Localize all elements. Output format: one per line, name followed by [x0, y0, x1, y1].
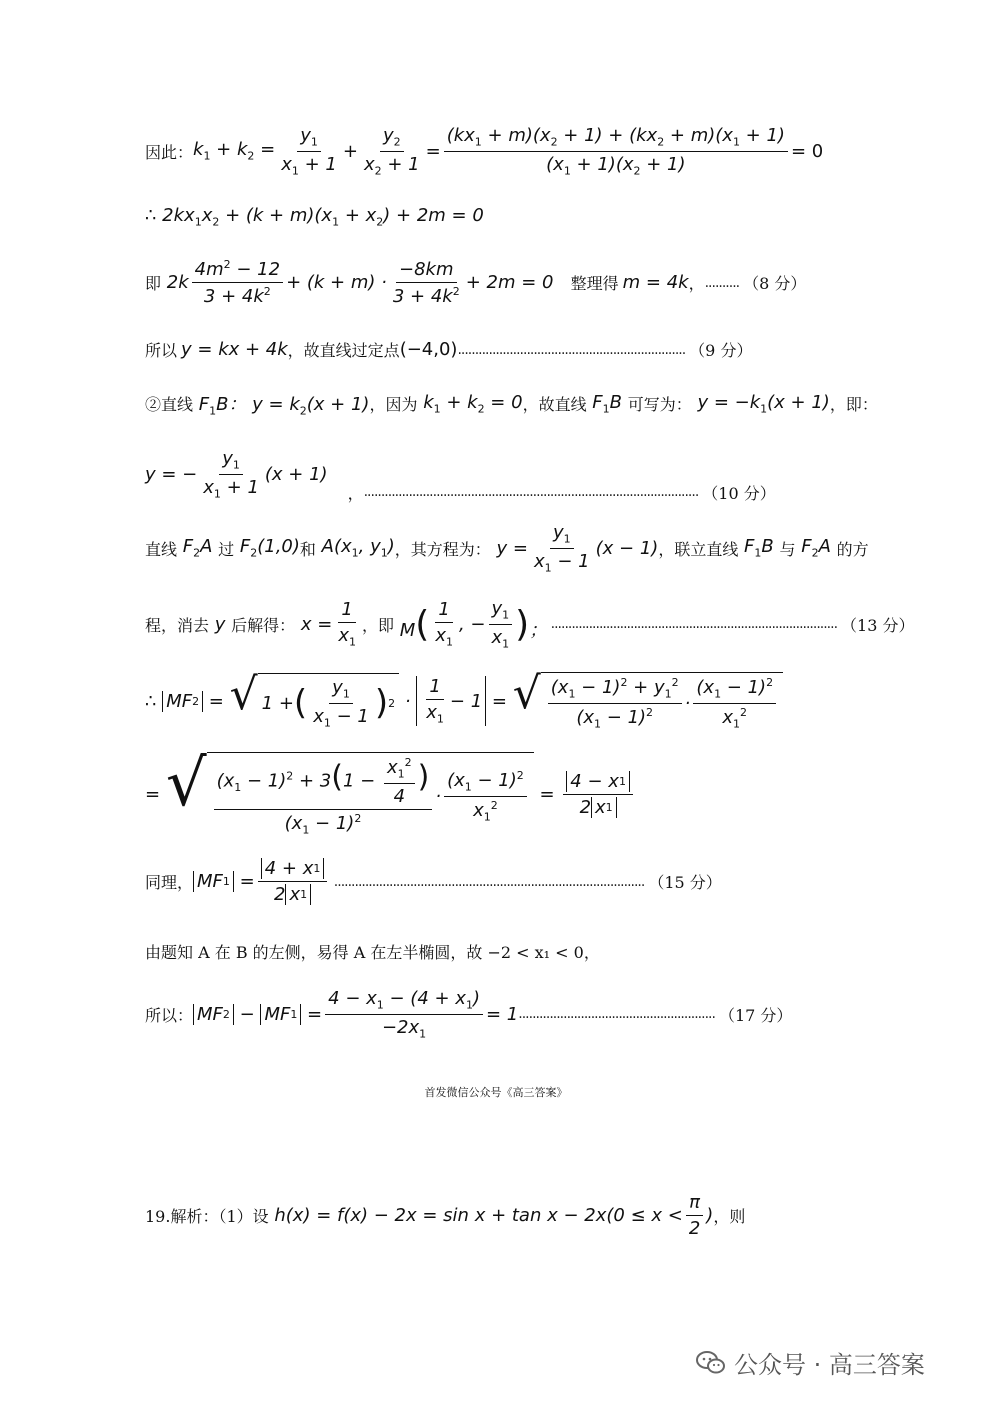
- math: =: [203, 690, 230, 712]
- dots: ...................................................................................: [547, 616, 838, 633]
- dots: ..................................................................: [457, 341, 686, 358]
- math: ∴: [145, 690, 163, 712]
- label-therefore: 因此：: [145, 142, 194, 162]
- frac: $\frac{y_1}{x_1 - 1}$: [533, 522, 590, 575]
- text: ，: [347, 483, 364, 503]
- text: 直线: [145, 539, 178, 559]
- equation-line-14: [145, 1192, 745, 1239]
- score-9: （9 分）: [689, 341, 753, 360]
- abs: MF 2: [162, 691, 203, 712]
- math: −: [233, 1003, 261, 1025]
- label-suoyi: 所以: [145, 341, 178, 360]
- score-15: （15 分）: [648, 873, 722, 892]
- dots: .........................................................: [518, 1006, 715, 1023]
- frac: 4 − x 1 2 x 1: [563, 771, 633, 818]
- math: $F_1B$: [738, 536, 780, 560]
- math: M(: [394, 603, 430, 645]
- equation-line-12: [145, 940, 600, 963]
- math-m-eq-4k: m = 4k: [622, 272, 689, 293]
- frac: $\frac{(kx_1 + m)(x_2 + 1) + (kx_2 + m)(x_1 + 1)}{(x_1 + 1)(x_2 + 1)}$: [444, 125, 788, 177]
- score-10: （10 分）: [702, 483, 776, 503]
- frac: $\frac{y_1}{x_1}$: [489, 598, 513, 650]
- label-ji: 即: [145, 274, 162, 293]
- math: =: [233, 871, 255, 892]
- math: 2k: [161, 272, 189, 293]
- equation-line-6: [145, 448, 776, 503]
- frac: $\frac{1}{x_1}$: [338, 599, 356, 649]
- equation-line-7: [145, 522, 869, 574]
- equation-line-4: [145, 338, 752, 361]
- equation-line-10: [145, 747, 636, 837]
- op: = 0: [790, 140, 824, 162]
- math: + (k + m) ·: [286, 272, 387, 293]
- text: 可写为：: [627, 395, 692, 415]
- math: h(x) = f(x) − 2x = sin x + tan x − 2x(0 ≤ x <: [268, 1205, 683, 1226]
- frac: $\frac{-8km}{3 + 4k^2}$: [392, 258, 460, 307]
- math: $F_2A$: [795, 536, 837, 560]
- math: (x + 1): [264, 463, 328, 485]
- equation-line-8: [145, 598, 914, 650]
- math: ∴ $2kx_1x_2 + (k + m)(x_1 + x_2) + 2m = 0$: [145, 205, 484, 229]
- text-simplify: 整理得: [570, 274, 619, 293]
- text: 过: [218, 539, 235, 559]
- dots: ..........: [704, 274, 740, 291]
- text: ，即：: [829, 395, 878, 415]
- frac: 4 + x 1 2 x 1: [258, 858, 328, 905]
- op: +: [342, 140, 358, 162]
- math: ): [706, 1205, 714, 1226]
- abs: MF 1: [260, 1004, 301, 1025]
- math: (x − 1): [595, 537, 659, 559]
- score-8: （8 分）: [743, 274, 807, 293]
- math: $k_1 + k_2 = 0$: [417, 392, 523, 416]
- math: $A(x_1$, $y_1$): [315, 536, 395, 560]
- label-suoyi-2: 所以：: [145, 1005, 194, 1025]
- text: 与: [779, 539, 796, 559]
- math: $F_1B$: [586, 392, 628, 416]
- equation-line-9: [145, 668, 783, 731]
- frac: $\frac{y_2}{x_2 + 1}$: [363, 125, 420, 178]
- wechat-icon: [696, 1350, 726, 1376]
- math: ·: [399, 690, 417, 712]
- dots: .................................................................................................: [363, 484, 699, 501]
- math: $F_1B$： $y = k_2(x + 1)$: [193, 394, 370, 418]
- math: , −: [458, 613, 486, 635]
- equation-line-1: [145, 125, 823, 177]
- abs: MF 1: [193, 871, 234, 892]
- score-17: （17 分）: [718, 1005, 793, 1025]
- source-note: 首发微信公众号《高三答案》: [424, 1086, 568, 1099]
- frac: $\frac{\pi}{2}$: [686, 1192, 703, 1239]
- text: ，联立直线: [658, 539, 739, 559]
- math: x =: [295, 613, 333, 635]
- frac: $\frac{1}{x_1}$: [435, 599, 453, 649]
- math: )；: [515, 603, 548, 645]
- equation-line-5: [145, 390, 878, 418]
- text: ，其方程为：: [394, 539, 491, 559]
- text: 程，消去: [145, 615, 210, 635]
- math: = 1: [486, 1003, 519, 1025]
- math: =: [486, 690, 513, 712]
- text: 和: [299, 539, 316, 559]
- text: ，即: [361, 615, 394, 635]
- text-left-half: 由题知 A 在 B 的左侧，易得 A 在左半椭圆，故 −2 < x₁ < 0，: [145, 943, 600, 962]
- frac: $\frac{y_1}{x_1 + 1}$: [203, 448, 259, 501]
- text: 后解得：: [231, 615, 296, 635]
- text: ，: [688, 274, 705, 293]
- equation-line-13: [145, 988, 792, 1040]
- text-q19: 19.解析：（1）设: [145, 1207, 269, 1226]
- math: $F_2A$: [177, 536, 219, 560]
- math: + 2m = 0: [465, 272, 571, 293]
- equation-line-3: [145, 258, 806, 307]
- math: $F_2(1,0)$: [234, 536, 300, 560]
- math: y: [209, 613, 232, 635]
- sqrt: √ 1 + ( $\frac{y_1}{x_1 - 1}$ ) 2: [230, 673, 399, 729]
- wechat-watermark: [696, 1345, 925, 1380]
- watermark-text: 公众号 · 高三答案: [734, 1351, 925, 1379]
- text-fixed-point: ，故直线过定点: [287, 341, 400, 360]
- math-line-eq: y = kx + 4k: [181, 339, 288, 360]
- label-tongli: 同理，: [145, 873, 194, 892]
- sqrt: √ $(x_1 - 1)^2 + 3(1$ − $\frac{x_1^2}{4}$ ) $(x_1 - 1)^2$ · $\frac{(x_1 - 1)^2}{x_1^2}$: [166, 752, 534, 836]
- abs: MF 2: [193, 1004, 234, 1025]
- equation-line-11: [145, 858, 722, 905]
- text: ，则: [713, 1207, 746, 1226]
- abs: $\frac{1}{x_1}$ − 1: [416, 676, 486, 726]
- math: =: [533, 783, 561, 805]
- frac: $\frac{4m^2 - 12}{3 + 4k^2}$: [192, 258, 283, 307]
- math: y =: [490, 537, 528, 559]
- math-point: (−4,0): [399, 339, 458, 360]
- math-k1-k2: $k_1 + k_2$ =: [193, 139, 276, 163]
- equation-line-2: [145, 205, 484, 229]
- math: y = −: [145, 463, 198, 485]
- math: =: [301, 1003, 323, 1025]
- math: $y = -k_1(x + 1)$: [691, 392, 830, 416]
- frac: $\frac{4 - x_1 - (4 + x_1)}{-2x_1}$: [325, 988, 483, 1040]
- text: ，故直线: [522, 395, 587, 415]
- score-13: （13 分）: [841, 615, 915, 635]
- text: ②直线: [145, 395, 194, 415]
- text: ，因为: [369, 395, 418, 415]
- sqrt: √ $\frac{(x_1 - 1)^2 + y_1^2}{(x_1 - 1)^2}$ · $\frac{(x_1 - 1)^2}{x_1^2}$: [513, 672, 783, 730]
- frac: $\frac{y_1}{x_1 + 1}$: [281, 125, 337, 178]
- dots: ..........................................................................................: [330, 873, 645, 890]
- op: =: [425, 140, 441, 162]
- text: 的方: [836, 539, 869, 559]
- math: =: [145, 783, 166, 805]
